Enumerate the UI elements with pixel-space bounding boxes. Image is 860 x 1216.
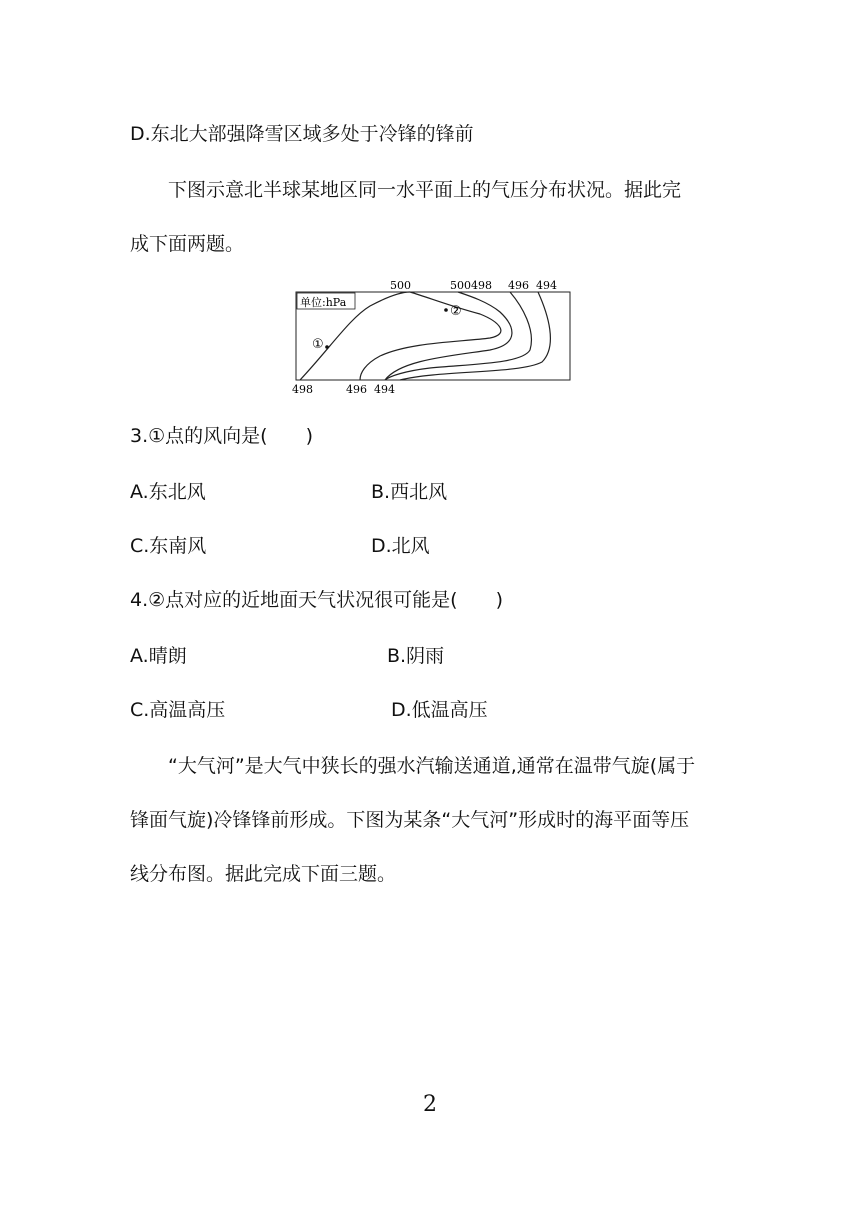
unit-label: 单位:hPa: [300, 296, 347, 309]
label-bottom-494: 494: [374, 383, 395, 396]
point-2-dot: [444, 308, 448, 312]
label-top-496: 496: [508, 279, 529, 292]
q3-option-c: C.东南风: [130, 535, 207, 557]
passage-line-1: “大气河”是大气中狭长的强水汽输送通道,通常在温带气旋(属于: [168, 755, 696, 777]
q4-option-d: D.低温高压: [391, 699, 488, 721]
label-bottom-498: 498: [292, 383, 313, 396]
intro-line-2: 成下面两题。: [130, 233, 245, 255]
passage-line-2: 锋面气旋)冷锋锋前形成。下图为某条“大气河”形成时的海平面等压: [130, 809, 690, 831]
q4-option-a: A.晴朗: [130, 645, 187, 667]
q4-option-c: C.高温高压: [130, 699, 226, 721]
page-number: 2: [423, 1092, 437, 1117]
passage-line-3: 线分布图。据此完成下面三题。: [130, 863, 397, 885]
point-2-label: ②: [450, 304, 462, 319]
label-top-498: 498: [471, 279, 492, 292]
question-3: 3.①点的风向是( ): [130, 425, 313, 447]
question-4: 4.②点对应的近地面天气状况很可能是( ): [130, 589, 503, 611]
intro-line-1: 下图示意北半球某地区同一水平面上的气压分布状况。据此完: [168, 179, 682, 201]
point-1-dot: [325, 345, 329, 349]
q4-option-b: B.阴雨: [387, 645, 445, 667]
isobar-figure: [290, 278, 580, 398]
option-d-prev: D.东北大部强降雪区域多处于冷锋的锋前: [130, 123, 474, 145]
label-bottom-496: 496: [346, 383, 367, 396]
point-1-label: ①: [312, 337, 324, 352]
label-top-494: 494: [536, 279, 557, 292]
q3-option-d: D.北风: [371, 535, 430, 557]
label-top-500a: 500: [390, 279, 411, 292]
isobar-map: [290, 278, 580, 398]
label-top-500b: 500: [450, 279, 471, 292]
q3-option-a: A.东北风: [130, 481, 206, 503]
q3-option-b: B.西北风: [371, 481, 448, 503]
